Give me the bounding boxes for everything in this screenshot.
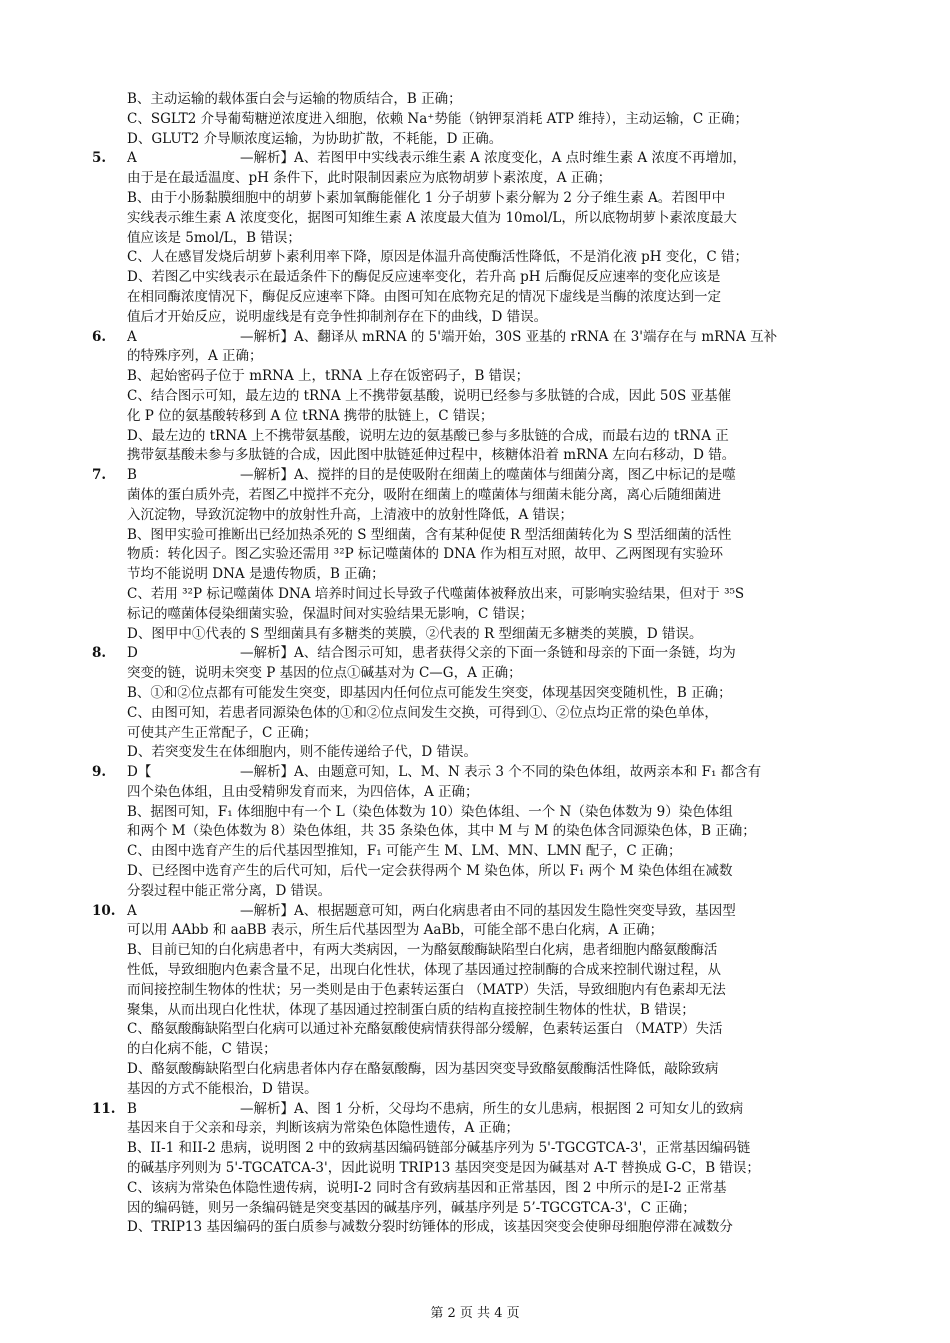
explanation-line: C、结合图示可知，最左边的 tRNA 上不携带氨基酸，说明已经参与多肽链的合成，因此 50S 亚基催 (127, 387, 732, 404)
explanation-line: B、图甲实验可推断出已经加热杀死的 S 型细菌，含有某种促使 R 型活细菌转化为 S 型活细菌的活性 (127, 526, 732, 543)
question-answer: A (127, 150, 137, 167)
explanation-line: 性低，导致细胞内色素含量不足，出现白化性状，体现了基因通过控制酶的合成来控制代谢过程，从 (127, 962, 721, 979)
question-block (92, 763, 862, 902)
explanation-line: 聚集，从而出现白化性状，体现了基因通过控制蛋白质的结构直接控制生物体的性状，B 错误； (127, 1001, 695, 1018)
explanation-line: 突变的链，说明未突变 P 基因的位点①碱基对为 C—G，A 正确； (127, 665, 522, 682)
question-explanation-start: —解析】A、若图甲中实线表示维生素 A 浓度变化，A 点时维生素 A 浓度不再增加， (240, 150, 746, 167)
explanation-line: D、若图乙中实线表示在最适条件下的酶促反应速率变化，若升高 pH 后酶促反应速率的变化应该是 (127, 269, 721, 286)
explanation-line: 入沉淀物，导致沉淀物中的放射性升高，上清液中的放射性降低，A 错误； (127, 506, 574, 523)
question-block (92, 1100, 862, 1239)
question-header (92, 466, 862, 486)
explanation-line: 的碱基序列则为 5'-TGCATCA-3'，因此说明 TRIP13 基因突变是因为碱基对 A-T 替换成 G-C，B 错误； (127, 1160, 760, 1177)
question-explanation-start: —解析】A、搅拌的目的是使吸附在细菌上的噬菌体与细菌分离，图乙中标记的是噬 (240, 467, 736, 484)
explanation-line: B、①和②位点都有可能发生突变，即基因内任何位点可能发生突变，体现基因突变随机性，B 正确； (127, 684, 732, 701)
explanation-line: 物质：转化因子。图乙实验还需用 ³²P 标记噬菌体的 DNA 作为相互对照，故甲、乙两图现有实验环 (127, 546, 723, 563)
question-header (92, 328, 862, 348)
question-block (92, 644, 862, 763)
text-line: D、GLUT2 介导顺浓度运输，为协助扩散，不耗能，D 正确。 (127, 130, 503, 147)
explanation-line: D、最左边的 tRNA 上不携带氨基酸，说明左边的氨基酸已参与多肽链的合成，而最右边的 tRNA 正 (127, 427, 729, 444)
explanation-line: 因的编码链，则另一条编码链是突变基因的碱基序列，碱基序列是 5’-TGCGTCA-3'，C 正确； (127, 1199, 696, 1216)
page-footer: 第 2 页 共 4 页 (430, 1306, 520, 1321)
question-answer: A (127, 902, 137, 919)
explanation-line: C、若用 ³²P 标记噬菌体 DNA 培养时间过长导致子代噬菌体被释放出来，可影响实验结果，但对于 ³⁵S (127, 585, 745, 602)
question-explanation-start: —解析】A、根据题意可知，两白化病患者由不同的基因发生隐性突变导致，基因型 (240, 902, 736, 919)
explanation-line: C、该病为常染色体隐性遗传病，说明I-2 同时含有致病基因和正常基因，图 2 中所示的是I-2 正常基 (127, 1179, 727, 1196)
explanation-line: 和两个 M（染色体数为 8）染色体组，共 35 条染色体，其中 M 与 M 的染色体含同源染色体，B 正确； (127, 823, 756, 840)
question-answer: D (127, 645, 138, 662)
explanation-line: C、由图可知，若患者同源染色体的①和②位点间发生交换，可得到①、②位点均正常的染色单体， (127, 704, 718, 721)
explanation-line: 由于是在最适温度、pH 条件下，此时限制因素应为底物胡萝卜素浓度，A 正确； (127, 170, 612, 187)
explanation-line: B、目前已知的白化病患者中，有两大类病因，一为酪氨酸酶缺陷型白化病，患者细胞内酪氨酸酶活 (127, 942, 718, 959)
text-line: C、SGLT2 介导葡萄糖逆浓度进入细胞，依赖 Na⁺势能（钠钾泵消耗 ATP 维持），主动运输，C 正确； (127, 110, 748, 127)
explanation-line: 可使其产生正常配子，C 正确； (127, 724, 318, 741)
explanation-line: 节均不能说明 DNA 是遗传物质，B 正确； (127, 566, 385, 583)
question-list (92, 149, 862, 1238)
question-explanation-start: —解析】A、图 1 分析，父母均不患病，所生的女儿患病，根据图 2 可知女儿的致病 (240, 1100, 744, 1117)
question-number: 6. (92, 328, 107, 345)
explanation-line: 分裂过程中能正常分离，D 错误。 (127, 882, 332, 899)
explanation-line: B、据图可知，F₁ 体细胞中有一个 L（染色体数为 10）染色体组、一个 N（染色体数为 9）染色体组 (127, 803, 733, 820)
explanation-line: 而间接控制生物体的性状；另一类则是由于色素转运蛋白 （MATP）失活，导致细胞内有色素却无法 (127, 981, 726, 998)
question-block (92, 902, 862, 1100)
explanation-line: C、由图中选育产生的后代基因型推知，F₁ 可能产生 M、LM、MN、LMN 配子，C 正确； (127, 843, 682, 860)
document-page (92, 90, 862, 1238)
question-number: 10. (92, 902, 116, 919)
explanation-line: D、图甲中①代表的 S 型细菌具有多糖类的荚膜，②代表的 R 型细菌无多糖类的荚膜，D 错误。 (127, 625, 703, 642)
question-block (92, 328, 862, 467)
explanation-line: 四个染色体组，且由受精卵发育而来，为四倍体，A 正确； (127, 783, 479, 800)
question-number: 9. (92, 764, 107, 781)
explanation-line: 可以用 AAbb 和 aaBB 表示，所生后代基因型为 AaBb，可能全部不患白化病，A 正确； (127, 922, 664, 939)
explanation-line: B、起始密码子位于 mRNA 上，tRNA 上存在饭密码子，B 错误； (127, 368, 530, 385)
explanation-line: 基因的方式不能根治，D 错误。 (127, 1080, 318, 1097)
question-header (92, 1100, 862, 1120)
explanation-line: 的特殊序列，A 正确； (127, 348, 263, 365)
question-header (92, 149, 862, 169)
question-number: 7. (92, 467, 107, 484)
question-explanation-start: —解析】A、结合图示可知，患者获得父亲的下面一条链和母亲的下面一条链，均为 (240, 645, 736, 662)
question-answer: B (127, 1100, 137, 1117)
question-answer: D【 (127, 764, 152, 781)
question-block (92, 466, 862, 644)
question-number: 8. (92, 645, 107, 662)
explanation-line: B、II-1 和II-2 患病，说明图 2 中的致病基因编码链部分碱基序列为 5'-TGCGTCA-3'，正常基因编码链 (127, 1140, 751, 1157)
question-header (92, 902, 862, 922)
question-header (92, 763, 862, 783)
explanation-line: 值后才开始反应，说明虚线是有竞争性抑制剂存在下的曲线，D 错误。 (127, 308, 548, 325)
explanation-line: C、酪氨酸酶缺陷型白化病可以通过补充酪氨酸使病情获得部分缓解，色素转运蛋白 （MATP）失活 (127, 1021, 723, 1038)
explanation-line: 标记的噬菌体侵染细菌实验，保温时间对实验结果无影响，C 错误； (127, 605, 534, 622)
explanation-line: D、若突变发生在体细胞内，则不能传递给子代，D 错误。 (127, 744, 477, 761)
explanation-line: C、人在感冒发烧后胡萝卜素利用率下降，原因是体温升高使酶活性降低，不是消化液 pH 变化，C 错； (127, 249, 748, 266)
explanation-line: 菌体的蛋白质外壳，若图乙中搅拌不充分，吸附在细菌上的噬菌体与细菌未能分离，离心后随细菌进 (127, 486, 721, 503)
prefix-block (92, 90, 862, 149)
text-line: B、主动运输的载体蛋白会与运输的物质结合，B 正确； (127, 91, 462, 107)
question-header (92, 644, 862, 664)
explanation-line: 在相同酶浓度情况下，酶促反应速率下降。由图可知在底物充足的情况下虚线是当酶的浓度达到一定 (127, 288, 721, 305)
question-number: 11. (92, 1100, 116, 1117)
explanation-line: 的白化病不能，C 错误； (127, 1041, 277, 1058)
question-answer: B (127, 467, 137, 484)
question-explanation-start: —解析】A、由题意可知，L、M、N 表示 3 个不同的染色体组，故两亲本和 F₁ 都含有 (240, 764, 762, 781)
explanation-line: D、TRIP13 基因编码的蛋白质参与减数分裂时纺锤体的形成，该基因突变会使卵母细胞停滞在减数分 (127, 1219, 733, 1236)
question-block (92, 149, 862, 327)
question-answer: A (127, 328, 137, 345)
explanation-line: 基因来自于父亲和母亲，判断该病为常染色体隐性遗传，A 正确； (127, 1120, 520, 1137)
explanation-line: 实线表示维生素 A 浓度变化，据图可知维生素 A 浓度最大值为 10mol/L，所以底物胡萝卜素浓度最大 (127, 209, 737, 226)
question-explanation-start: —解析】A、翻译从 mRNA 的 5'端开始，30S 亚基的 rRNA 在 3'端存在与 mRNA 互补 (240, 328, 778, 345)
explanation-line: B、由于小肠黏膜细胞中的胡萝卜素加氧酶能催化 1 分子胡萝卜素分解为 2 分子维生素 A。若图甲中 (127, 189, 726, 206)
question-number: 5. (92, 150, 107, 167)
explanation-line: D、酪氨酸酶缺陷型白化病患者体内存在酪氨酸酶，因为基因突变导致酪氨酸酶活性降低，敲除致病 (127, 1061, 719, 1078)
explanation-line: 值应该是 5mol/L，B 错误； (127, 229, 301, 246)
explanation-line: D、已经图中选育产生的后代可知，后代一定会获得两个 M 染色体，所以 F₁ 两个 M 染色体组在减数 (127, 863, 733, 880)
explanation-line: 化 P 位的氨基酸转移到 A 位 tRNA 携带的肽链上，C 错误； (127, 407, 494, 424)
explanation-line: 携带氨基酸未参与多肽链的合成，因此图中肽链延伸过程中，核糖体沿着 mRNA 左向右移动，D 错。 (127, 447, 736, 464)
